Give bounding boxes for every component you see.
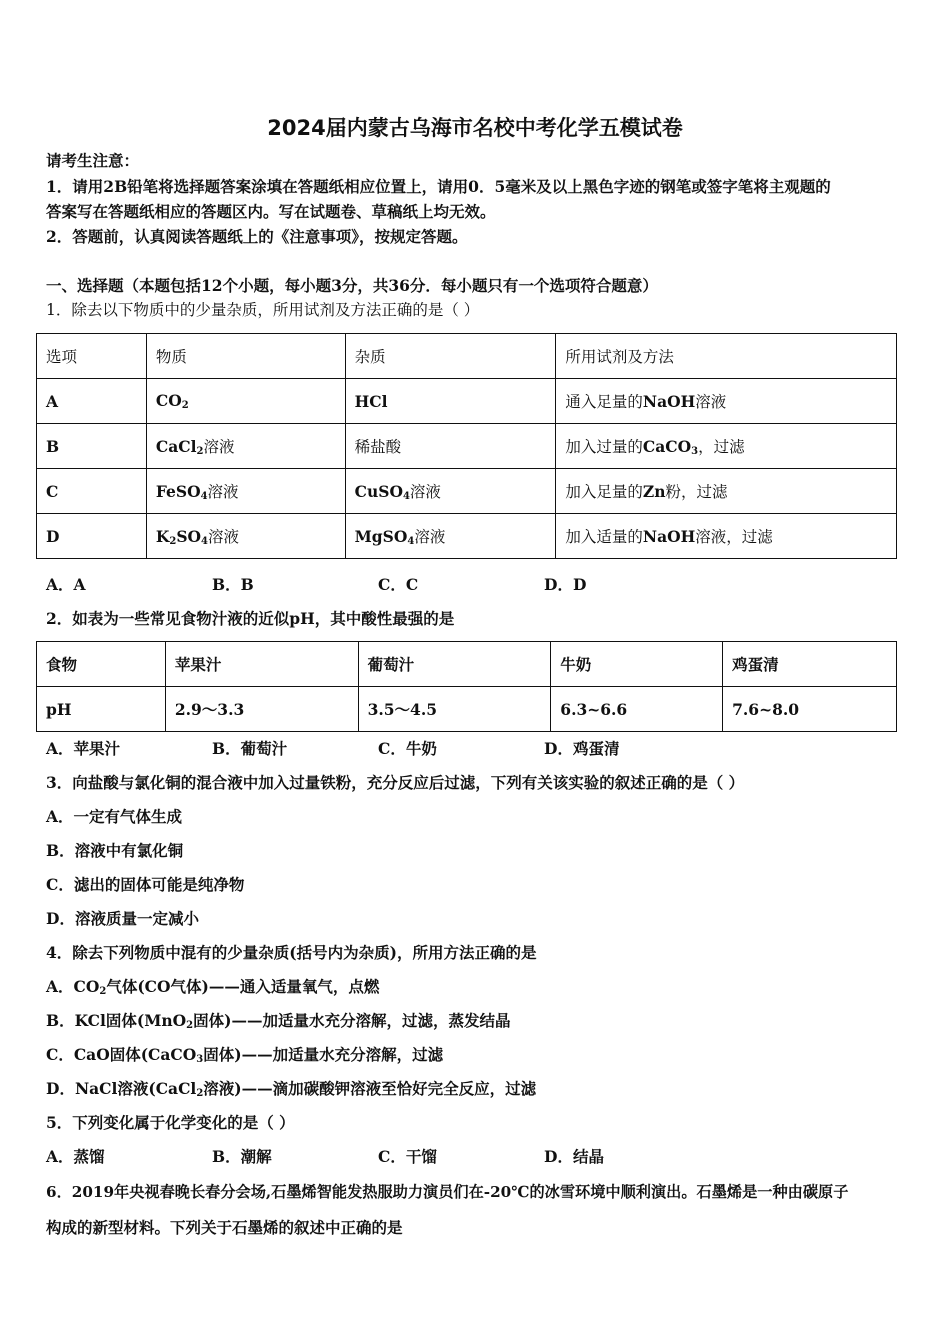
table-row (37, 379, 897, 424)
table-header-cell: 牛奶 (551, 642, 723, 687)
q2-stem: 2．如表为一些常见食物汁液的近似pH，其中酸性最强的是 (46, 609, 455, 628)
answer-option-c[interactable]: C．滤出的固体可能是纯净物 (46, 875, 245, 894)
answer-option-a[interactable]: A．一定有气体生成 (46, 807, 183, 826)
table-cell: 2.9～3.3 (165, 687, 358, 732)
notice-heading: 请考生注意： (46, 151, 140, 170)
answer-option-c[interactable]: C．C (378, 575, 419, 594)
answer-option-c[interactable]: C．干馏 (378, 1147, 437, 1166)
table-header-cell: 苹果汁 (165, 642, 358, 687)
q1-stem: 1．除去以下物质中的少量杂质，所用试剂及方法正确的是（ ） (46, 301, 480, 319)
q6-stem-line-2: 构成的新型材料。下列关于石墨烯的叙述中正确的是 (46, 1218, 403, 1237)
answer-option-d[interactable]: D．D (544, 575, 587, 594)
table-cell: pH (37, 687, 166, 732)
answer-option-d[interactable]: D．鸡蛋清 (544, 739, 620, 758)
impurity-cell: MgSO$_4$溶液 (345, 514, 556, 559)
answer-option-a[interactable]: A．$CO_2$气体(CO气体)——通入适量氧气，点燃 (46, 977, 380, 997)
q4-stem: 4．除去下列物质中混有的少量杂质(括号内为杂质)，所用方法正确的是 (46, 943, 537, 962)
table-cell: 3.5～4.5 (358, 687, 551, 732)
option-cell: B (37, 424, 147, 469)
answer-option-b[interactable]: B．KCl固体(MnO$_2$固体)——加适量水充分溶解，过滤，蒸发结晶 (46, 1011, 511, 1031)
answer-option-c[interactable]: C．牛奶 (378, 739, 437, 758)
table-row (37, 469, 897, 514)
answer-option-b[interactable]: B．溶液中有氯化铜 (46, 841, 184, 860)
table-header-cell: 选项 (37, 334, 147, 379)
q6-stem-line-1: 6．2019年央视春晚长春分会场,石墨烯智能发热服助力演员们在-20℃的冰雪环境中顺利演出。石墨烯是一种由碳原子 (46, 1183, 849, 1201)
table-cell: 7.6~8.0 (723, 687, 897, 732)
table-header-cell: 物质 (146, 334, 345, 379)
q2-table (36, 641, 897, 732)
option-cell: A (37, 379, 147, 424)
table-header-cell: 鸡蛋清 (723, 642, 897, 687)
answer-option-a[interactable]: A．A (46, 575, 86, 594)
table-header-cell: 杂质 (345, 334, 556, 379)
notice-line-1: 1．请用2B铅笔将选择题答案涂填在答题纸相应位置上，请用0．5毫米及以上黑色字迹的钢笔或签字笔将主观题的 (46, 177, 831, 196)
table-row (37, 334, 897, 379)
option-cell: C (37, 469, 147, 514)
table-header-cell: 葡萄汁 (358, 642, 551, 687)
answer-option-b[interactable]: B．B (212, 575, 254, 594)
q1-table (36, 333, 897, 559)
impurity-cell: HCl (345, 379, 556, 424)
answer-option-a[interactable]: A．苹果汁 (46, 739, 121, 758)
impurity-cell: CuSO$_4$溶液 (345, 469, 556, 514)
table-cell: 6.3~6.6 (551, 687, 723, 732)
method-cell: 通入足量的NaOH溶液 (556, 379, 897, 424)
answer-option-d[interactable]: D．NaCl溶液(CaCl$_2$溶液)——滴加碳酸钾溶液至恰好完全反应，过滤 (46, 1079, 537, 1099)
table-row (37, 642, 897, 687)
table-row (37, 424, 897, 469)
q5-options (46, 1147, 604, 1167)
method-cell: 加入足量的Zn粉，过滤 (556, 469, 897, 514)
substance-cell: $CO_2$ (146, 379, 345, 424)
q1-options (46, 575, 586, 595)
notice-line-2: 2．答题前，认真阅读答题纸上的《注意事项》，按规定答题。 (46, 227, 468, 246)
q2-options (46, 739, 619, 759)
table-row (37, 687, 897, 732)
substance-cell: FeSO$_4$溶液 (146, 469, 345, 514)
impurity-cell: 稀盐酸 (345, 424, 556, 469)
method-cell: 加入过量的CaCO$_3$，过滤 (556, 424, 897, 469)
answer-option-d[interactable]: D．溶液质量一定减小 (46, 909, 199, 928)
option-cell: D (37, 514, 147, 559)
table-row (37, 514, 897, 559)
answer-option-a[interactable]: A．蒸馏 (46, 1147, 105, 1166)
substance-cell: CaCl$_2$溶液 (146, 424, 345, 469)
q3-stem: 3．向盐酸与氯化铜的混合液中加入过量铁粉，充分反应后过滤，下列有关该实验的叙述正确的是（ ） (46, 773, 745, 792)
substance-cell: $K_2SO_4$溶液 (146, 514, 345, 559)
method-cell: 加入适量的NaOH溶液，过滤 (556, 514, 897, 559)
table-header-cell: 食物 (37, 642, 166, 687)
notice-line-1b: 答案写在答题纸相应的答题区内。写在试题卷、草稿纸上均无效。 (46, 202, 496, 221)
answer-option-c[interactable]: C．CaO固体(CaCO$_3$固体)——加适量水充分溶解，过滤 (46, 1045, 444, 1065)
answer-option-d[interactable]: D．结晶 (544, 1147, 604, 1166)
answer-option-b[interactable]: B．潮解 (212, 1147, 272, 1166)
table-header-cell: 所用试剂及方法 (556, 334, 897, 379)
page-title: 2024届内蒙古乌海市名校中考化学五模试卷 (267, 116, 683, 140)
answer-option-b[interactable]: B．葡萄汁 (212, 739, 288, 758)
section-heading: 一、选择题（本题包括12个小题，每小题3分，共36分．每小题只有一个选项符合题意） (46, 276, 658, 295)
q5-stem: 5．下列变化属于化学变化的是（ ） (46, 1113, 295, 1132)
